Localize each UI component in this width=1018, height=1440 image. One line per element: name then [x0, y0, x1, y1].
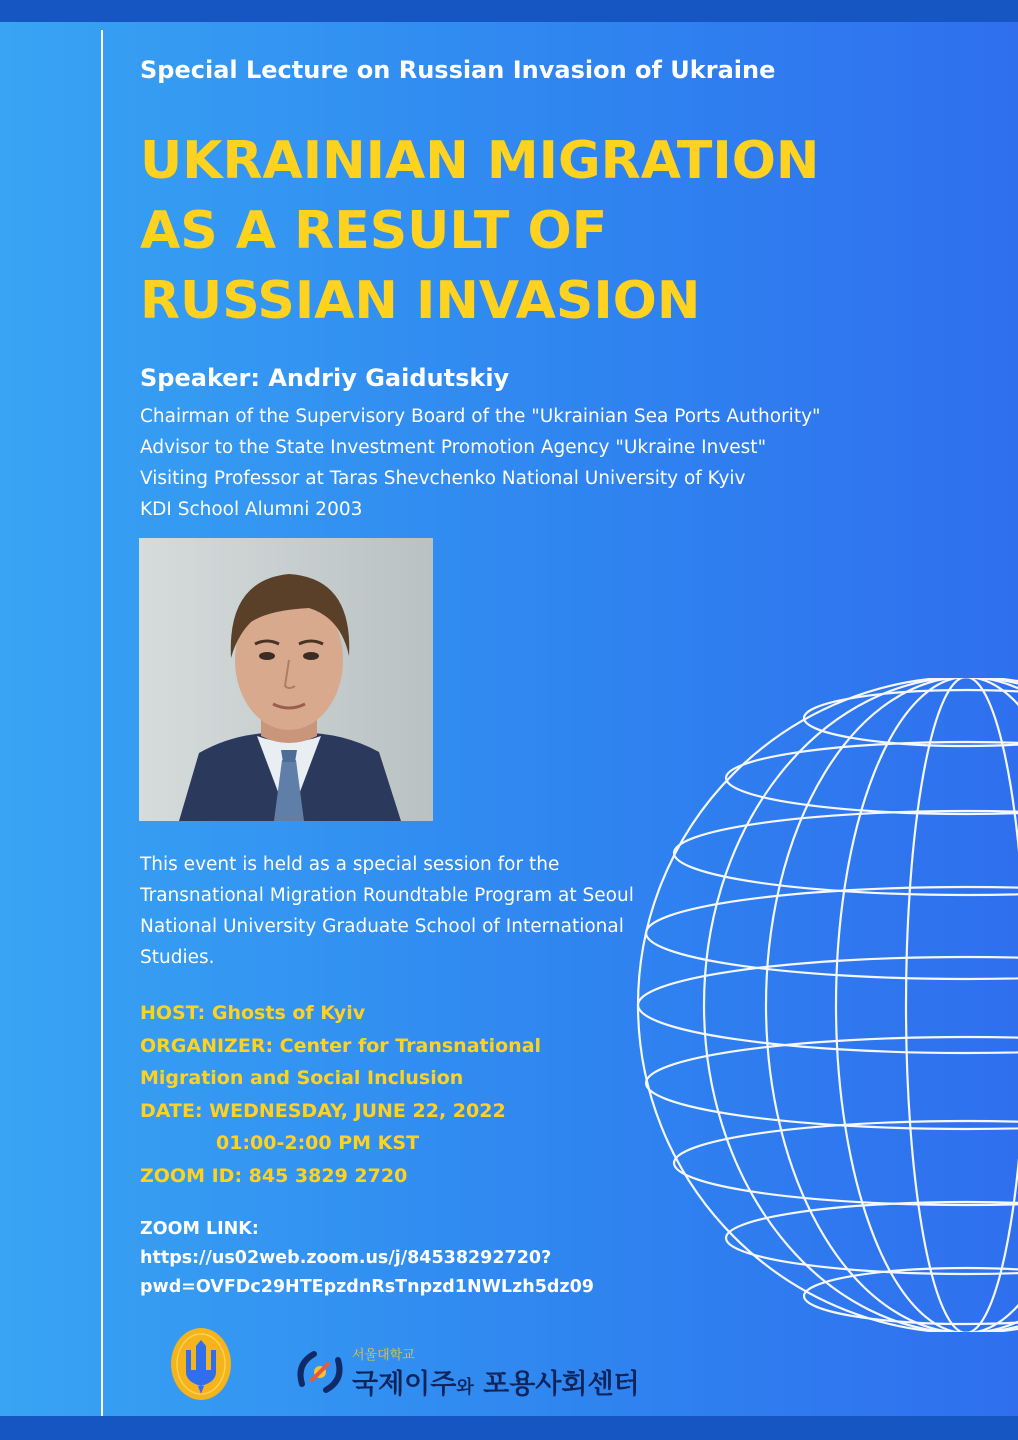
description-line: Studies.	[140, 947, 215, 968]
time-line: 01:00-2:00 PM KST	[216, 1132, 420, 1154]
organizer-line: ORGANIZER: Center for Transnational	[140, 1034, 542, 1057]
top-band	[0, 0, 1018, 22]
zoom-link-url[interactable]: pwd=OVFDc29HTEpzdnRsTnpzd1NWLzh5dz09	[140, 1277, 594, 1297]
event-description	[140, 849, 660, 973]
snu-logo-text-b: 포용사회센터	[473, 1369, 640, 1400]
globe-icon	[636, 678, 1018, 1332]
bio-line: KDI School Alumni 2003	[140, 499, 363, 520]
zoom-link-block	[140, 1215, 594, 1302]
event-title	[140, 126, 880, 336]
description-line: National University Graduate School of International	[140, 916, 624, 937]
zoom-id-line: ZOOM ID: 845 3829 2720	[140, 1164, 408, 1187]
description-line: Transnational Migration Roundtable Program at Seoul	[140, 885, 634, 906]
snu-logo-main-text	[352, 1362, 640, 1401]
vertical-rule	[101, 30, 103, 1416]
host-line: HOST: Ghosts of Kyiv	[140, 1002, 366, 1024]
snu-center-logo	[292, 1340, 640, 1404]
zoom-link-label: ZOOM LINK:	[140, 1219, 259, 1239]
bio-line: Advisor to the State Investment Promotion Agency "Ukraine Invest"	[140, 437, 767, 458]
snu-logo-small-text: 서울대학교	[352, 1348, 415, 1363]
bio-line: Visiting Professor at Taras Shevchenko National University of Kyiv	[140, 468, 746, 489]
zoom-link-url[interactable]: https://us02web.zoom.us/j/84538292720?	[140, 1248, 552, 1268]
speaker-bio	[140, 401, 821, 525]
ghosts-of-kyiv-logo	[168, 1326, 234, 1404]
date-line: DATE: WEDNESDAY, JUNE 22, 2022	[140, 1099, 506, 1122]
snu-logo-text-wa: 와	[456, 1377, 474, 1398]
title-line: AS A RESULT OF	[140, 201, 608, 261]
title-line: UKRAINIAN MIGRATION	[140, 131, 820, 191]
title-line: RUSSIAN INVASION	[140, 271, 701, 331]
speaker-name: Speaker: Andriy Gaidutskiy	[140, 364, 510, 392]
event-kicker: Special Lecture on Russian Invasion of Ukraine	[140, 56, 776, 84]
bio-line: Chairman of the Supervisory Board of the "Ukrainian Sea Ports Authority"	[140, 406, 821, 427]
event-details	[140, 997, 541, 1192]
snu-logo-text-a: 국제이주	[352, 1369, 457, 1400]
organizer-line: Migration and Social Inclusion	[140, 1067, 464, 1089]
speaker-photo	[139, 538, 433, 821]
description-line: This event is held as a special session for the	[140, 854, 560, 875]
bottom-band	[0, 1416, 1018, 1440]
